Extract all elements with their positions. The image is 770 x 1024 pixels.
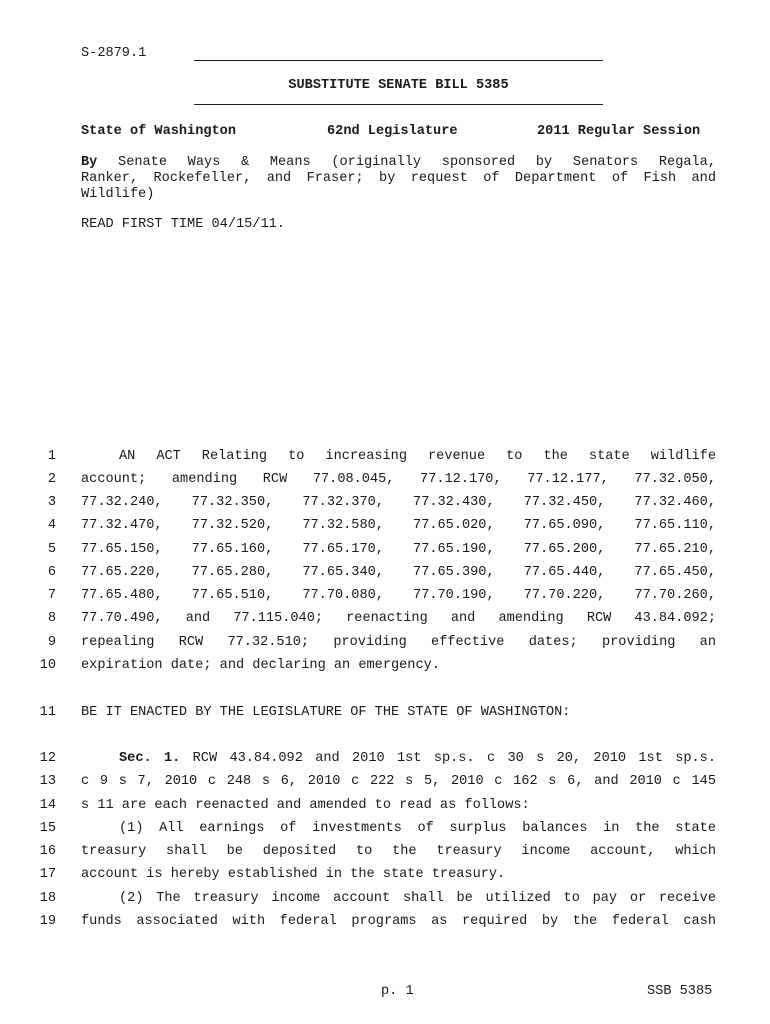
page-number: p. 1 (381, 984, 414, 999)
footer-bill-ref: SSB 5385 (647, 984, 713, 999)
body-line: 77.65.220, 77.65.280, 77.65.340, 77.65.390, 77.65.440, 77.65.450, (81, 565, 716, 580)
line-number: 1 (47, 449, 56, 464)
line-number: 3 (47, 495, 56, 510)
body-line: (1) All earnings of investments of surplus balances in the state (119, 821, 716, 836)
body-line: treasury shall be deposited to the treasury income account, which (81, 844, 716, 859)
line-number: 18 (39, 891, 56, 906)
body-line: 77.65.480, 77.65.510, 77.70.080, 77.70.190, 77.70.220, 77.70.260, (81, 588, 716, 603)
enacting-clause: BE IT ENACTED BY THE LEGISLATURE OF THE STATE OF WASHINGTON: (81, 705, 571, 720)
sponsor-line-2: Ranker, Rockefeller, and Fraser; by request of Department of Fish and (81, 171, 716, 186)
line-number: 4 (47, 518, 56, 533)
body-line: (2) The treasury income account shall be utilized to pay or receive (119, 891, 716, 906)
header-rule-bottom (194, 104, 603, 105)
line-number: 5 (47, 542, 56, 557)
line-number: 2 (47, 472, 56, 487)
line-number: 15 (39, 821, 56, 836)
line-number: 8 (47, 611, 56, 626)
read-first-time: READ FIRST TIME 04/15/11. (81, 217, 285, 232)
line-number: 16 (39, 844, 56, 859)
legislature: 62nd Legislature (327, 124, 458, 139)
line-number: 11 (39, 705, 56, 720)
body-line: s 11 are each reenacted and amended to read as follows: (81, 798, 530, 813)
section-label: Sec. 1. (119, 751, 181, 766)
section-heading-line: Sec. 1. RCW 43.84.092 and 2010 1st sp.s. c 30 s 20, 2010 1st sp.s. (119, 751, 716, 766)
body-line: 77.70.490, and 77.115.040; reenacting and amending RCW 43.84.092; (81, 611, 716, 626)
body-line: 77.32.240, 77.32.350, 77.32.370, 77.32.430, 77.32.450, 77.32.460, (81, 495, 716, 510)
body-line: 77.32.470, 77.32.520, 77.32.580, 77.65.020, 77.65.090, 77.65.110, (81, 518, 716, 533)
body-line: account; amending RCW 77.08.045, 77.12.170, 77.12.177, 77.32.050, (81, 472, 716, 487)
header-rule-top (194, 60, 603, 61)
document-code: S-2879.1 (81, 46, 147, 61)
line-number: 6 (47, 565, 56, 580)
line-number: 17 (39, 867, 56, 882)
body-line: expiration date; and declaring an emergency. (81, 658, 440, 673)
line-number: 19 (39, 914, 56, 929)
sponsor-line-1: By Senate Ways & Means (originally sponsored by Senators Regala, (81, 155, 716, 170)
bill-title: SUBSTITUTE SENATE BILL 5385 (288, 78, 509, 93)
line-number: 12 (39, 751, 56, 766)
body-line: account is hereby established in the state treasury. (81, 867, 506, 882)
body-line: 77.65.150, 77.65.160, 77.65.170, 77.65.190, 77.65.200, 77.65.210, (81, 542, 716, 557)
body-line: repealing RCW 77.32.510; providing effective dates; providing an (81, 635, 716, 650)
state-name: State of Washington (81, 124, 236, 139)
body-line: funds associated with federal programs as required by the federal cash (81, 914, 716, 929)
line-number: 10 (39, 658, 56, 673)
session: 2011 Regular Session (537, 124, 701, 139)
line-number: 14 (39, 798, 56, 813)
sponsor-line-3: Wildlife) (81, 187, 155, 202)
line-number: 9 (47, 635, 56, 650)
by-label: By (81, 155, 98, 170)
body-line: AN ACT Relating to increasing revenue to the state wildlife (119, 449, 716, 464)
line-number: 13 (39, 774, 56, 789)
body-line: c 9 s 7, 2010 c 248 s 6, 2010 c 222 s 5, 2010 c 162 s 6, and 2010 c 145 (81, 774, 716, 789)
line-number: 7 (47, 588, 56, 603)
